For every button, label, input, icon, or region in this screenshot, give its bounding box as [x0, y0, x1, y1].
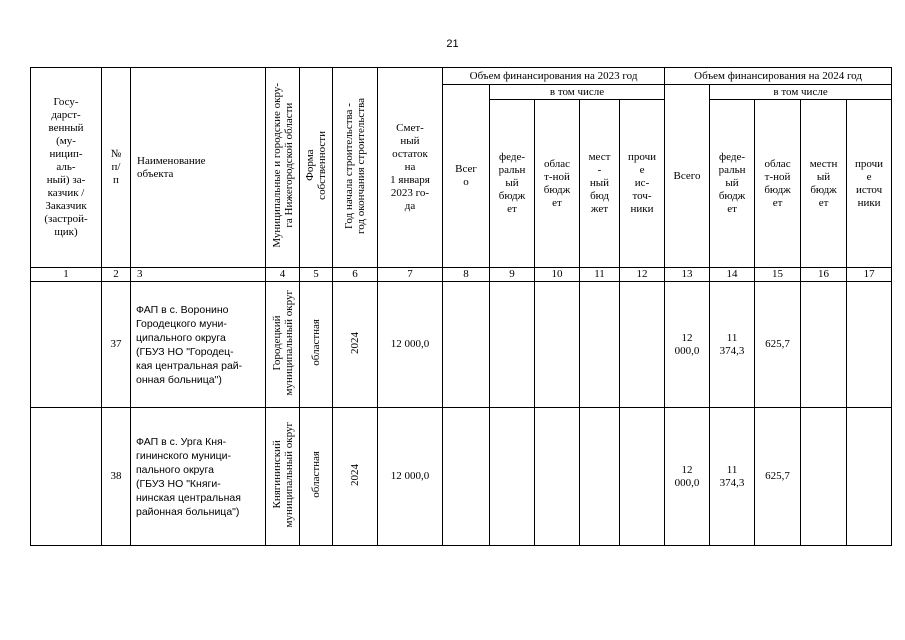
- column-number: 1: [31, 268, 102, 282]
- row-regional2023: [535, 282, 580, 408]
- header-municipality: Муниципальные и городские окру- га Нижегородской области: [270, 83, 295, 248]
- row-ownership-cell: [300, 408, 333, 546]
- row-municipality-cell: [266, 408, 300, 546]
- header-local2024: местн ый бюдж ет: [801, 100, 847, 268]
- column-number: 5: [300, 268, 333, 282]
- row-federal2024: 11 374,3: [710, 408, 755, 546]
- column-number: 3: [131, 268, 266, 282]
- row-ownership: областная: [310, 451, 322, 498]
- row-local2024: [801, 408, 847, 546]
- row-ownership-cell: [300, 282, 333, 408]
- row-federal2024: 11 374,3: [710, 282, 755, 408]
- header-including-2023: в том числе: [490, 85, 665, 100]
- row-customer: [31, 282, 102, 408]
- row-local2023: [580, 408, 620, 546]
- page-number: 21: [446, 38, 459, 50]
- header-regional2024: облас т-ной бюдж ет: [755, 100, 801, 268]
- column-number: 10: [535, 268, 580, 282]
- row-regional2024: 625,7: [755, 282, 801, 408]
- column-number: 9: [490, 268, 535, 282]
- row-regional2024: 625,7: [755, 408, 801, 546]
- header-fin2024: Объем финансирования на 2024 год: [665, 68, 892, 85]
- header-no: № п/ п: [102, 68, 131, 268]
- row-name: ФАП в с. Урга Кня- гининского муници- пального округа (ГБУЗ НО "Княги- нинская центральная районная больница"): [131, 408, 266, 546]
- header-federal2024: феде- ральн ый бюдж ет: [710, 100, 755, 268]
- column-number: 17: [847, 268, 892, 282]
- row-total2023: [443, 282, 490, 408]
- column-number: 16: [801, 268, 847, 282]
- row-other2023: [620, 282, 665, 408]
- row-municipality-cell: [266, 282, 300, 408]
- header-other2023: прочи е ис- точ- ники: [620, 100, 665, 268]
- header-name: Наименование объекта: [131, 68, 266, 268]
- row-ownership: областная: [310, 319, 322, 366]
- row-municipality: Городецкий муниципальный округ: [270, 289, 295, 396]
- row-local2024: [801, 282, 847, 408]
- row-year-cell: [333, 282, 378, 408]
- row-other2024: [847, 408, 892, 546]
- header-federal2023: феде- ральн ый бюдж ет: [490, 100, 535, 268]
- header-other2024: прочи е источ ники: [847, 100, 892, 268]
- header-years: Год начала строительства - год окончания строительства: [343, 97, 367, 234]
- row-local2023: [580, 282, 620, 408]
- header-fin2023: Объем финансирования на 2023 год: [443, 68, 665, 85]
- column-number: 11: [580, 268, 620, 282]
- header-years-cell: [333, 68, 378, 268]
- column-number: 4: [266, 268, 300, 282]
- row-total2023: [443, 408, 490, 546]
- row-no: 37: [102, 282, 131, 408]
- header-regional2023: облас т-ной бюдж ет: [535, 100, 580, 268]
- table-row: [31, 282, 892, 408]
- row-total2024: 12 000,0: [665, 408, 710, 546]
- row-balance: 12 000,0: [378, 408, 443, 546]
- column-number: 12: [620, 268, 665, 282]
- header-total2023: Всег о: [443, 85, 490, 268]
- row-year: 2024: [349, 463, 361, 486]
- header-customer: Госу- дарст- венный (му- ницип- аль- ный) за- казчик / Заказчик (застрой- щик): [31, 68, 102, 268]
- column-number: 14: [710, 268, 755, 282]
- row-name: ФАП в с. Воронино Городецкого муни- ципального округа (ГБУЗ НО "Городец- кая центральная рай- онная больница"): [131, 282, 266, 408]
- column-number: 8: [443, 268, 490, 282]
- row-other2023: [620, 408, 665, 546]
- row-year-cell: [333, 408, 378, 546]
- header-ownership: Форма собственности: [304, 131, 328, 200]
- row-total2024: 12 000,0: [665, 282, 710, 408]
- column-number: 2: [102, 268, 131, 282]
- column-number: 7: [378, 268, 443, 282]
- row-balance: 12 000,0: [378, 282, 443, 408]
- row-no: 38: [102, 408, 131, 546]
- header-including-2024: в том числе: [710, 85, 892, 100]
- header-municipality-cell: [266, 68, 300, 268]
- financing-table: [30, 67, 892, 546]
- row-federal2023: [490, 282, 535, 408]
- row-regional2023: [535, 408, 580, 546]
- header-ownership-cell: [300, 68, 333, 268]
- table-row: [31, 408, 892, 546]
- header-balance: Смет- ный остаток на 1 января 2023 го- да: [378, 68, 443, 268]
- column-number-row: [31, 268, 892, 282]
- header-local2023: мест - ный бюд жет: [580, 100, 620, 268]
- header-total2024: Всего: [665, 85, 710, 268]
- column-number: 6: [333, 268, 378, 282]
- column-number: 13: [665, 268, 710, 282]
- row-other2024: [847, 282, 892, 408]
- row-federal2023: [490, 408, 535, 546]
- row-year: 2024: [349, 331, 361, 354]
- row-municipality: Княгининский муниципальный округ: [270, 421, 295, 528]
- column-number: 15: [755, 268, 801, 282]
- row-customer: [31, 408, 102, 546]
